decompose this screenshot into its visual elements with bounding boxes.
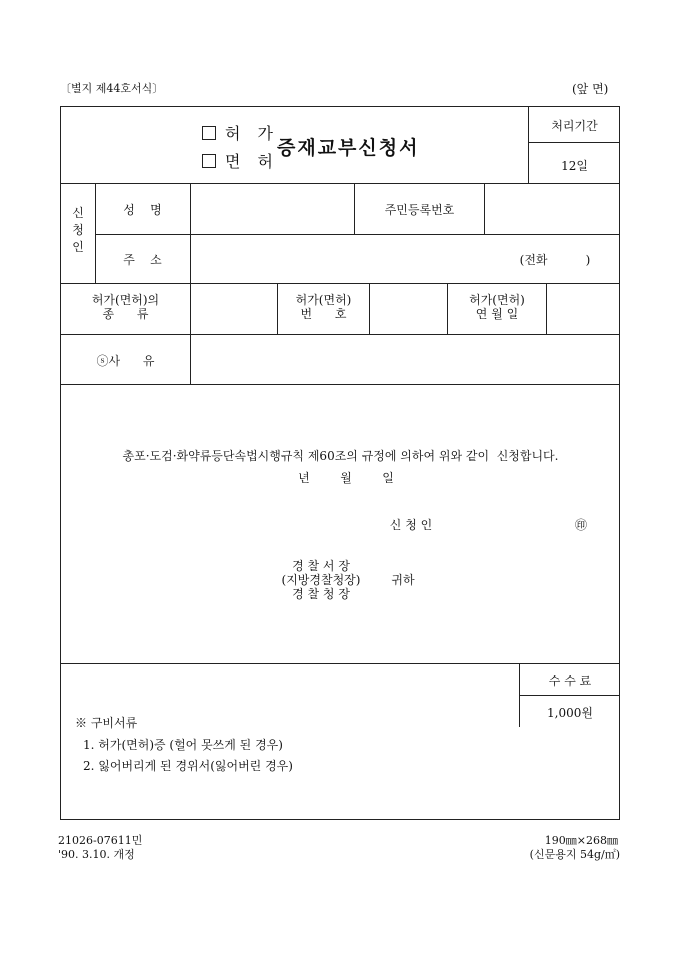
option-exemption[interactable]: 면 허	[202, 149, 279, 172]
required-documents-heading: ※ 구비서류	[75, 716, 138, 730]
license-date-label: 허가(면허) 연 월 일	[469, 293, 525, 321]
form-number: 〔별지 제44호서식〕	[60, 82, 164, 95]
form-title: 증재교부신청서	[277, 137, 420, 159]
page-side-label: (앞 면)	[572, 82, 609, 96]
name-label: 성 명	[123, 203, 162, 217]
address-label: 주 소	[123, 253, 162, 267]
applicant-section-label: 신 청 인	[72, 206, 84, 254]
seal-mark: ㊞	[574, 518, 587, 532]
application-date: 년 월 일	[298, 471, 394, 485]
application-form	[60, 106, 620, 820]
form-code: 21026-07611민	[58, 834, 143, 847]
recipient-police-chief: 경 찰 서 장	[292, 559, 350, 573]
phone-label: (전화 )	[519, 253, 591, 267]
list-item: 1. 허가(면허)증 (헐어 못쓰게 된 경우)	[83, 738, 283, 752]
processing-period-value: 12일	[561, 159, 588, 173]
paper-size: 190㎜×268㎜	[544, 834, 618, 847]
reason-label: ⓢ사 유	[96, 354, 155, 368]
paper-type: (신문용지 54g/㎡)	[529, 848, 620, 861]
revision-date: '90. 3.10. 개정	[58, 848, 135, 861]
rrn-label: 주민등록번호	[384, 203, 455, 217]
recipient-provincial-chief: (지방경찰청장)	[281, 573, 361, 587]
license-type-label: 허가(면허)의 종 류	[91, 293, 160, 321]
checkbox-icon[interactable]	[202, 126, 216, 140]
addressee-suffix: 귀하	[391, 573, 415, 587]
processing-period-label: 처리기간	[551, 119, 598, 133]
list-item: 2. 잃어버리게 된 경위서(잃어버린 경우)	[83, 759, 293, 773]
signer-label: 신 청 인	[389, 518, 433, 532]
fee-value: 1,000원	[547, 706, 593, 720]
license-number-label: 허가(면허) 번 호	[295, 293, 352, 321]
checkbox-icon[interactable]	[202, 154, 216, 168]
fee-label: 수 수 료	[548, 674, 592, 688]
declaration-statement: 총포·도검·화약류등단속법시행규칙 제60조의 규정에 의하여 위와 같이 신청합니다.	[122, 449, 559, 463]
recipient-national-chief: 경 찰 청 장	[292, 587, 350, 601]
option-license[interactable]: 허 가	[202, 121, 279, 144]
